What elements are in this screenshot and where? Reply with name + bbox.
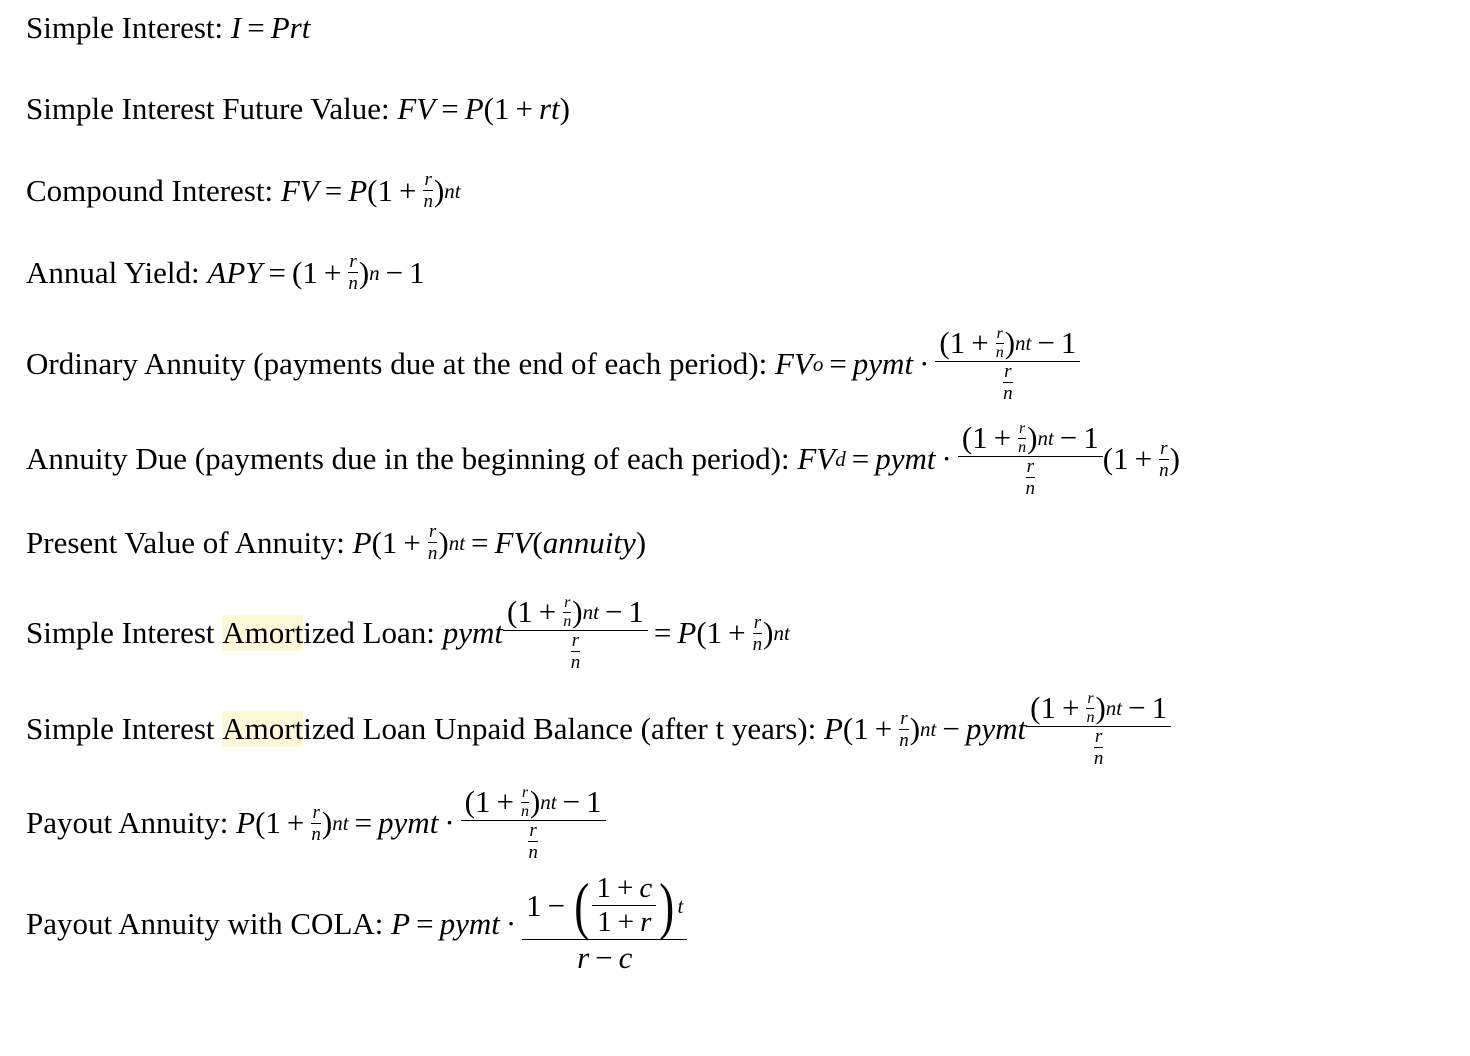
fraction: (1 + r n ) nt − 1 $\frac{r}{n}$ bbox=[503, 594, 648, 672]
formula-label: Annual Yield: bbox=[26, 254, 208, 290]
fraction: (1 + r n ) nt − 1 $\frac{r}{n}$ bbox=[1026, 690, 1171, 768]
formula-label-pre: Simple Interest bbox=[26, 711, 223, 747]
formula-payout-annuity-cola bbox=[26, 869, 687, 976]
formula-label: Annuity Due (payments due in the beginning of each period): bbox=[26, 441, 798, 477]
formula-amortized-unpaid-balance bbox=[26, 690, 1171, 768]
fraction: 1 − ( 1 + c 1 + r ) t r − c bbox=[522, 872, 687, 976]
formula-label-post: ized Loan: bbox=[303, 615, 443, 651]
formula-expression: P = pymt · 1 − ( 1 + c 1 + r ) t r − c bbox=[391, 872, 687, 976]
formula-label-post: ized Loan Unpaid Balance (after t years): bbox=[303, 711, 824, 747]
formula-label: Present Value of Annuity: bbox=[26, 524, 353, 560]
formula-expression: FV = P (1 + r n ) nt bbox=[280, 169, 461, 212]
formula-expression: P (1 + r n ) nt = pymt · (1 + r n ) nt − 1 $\frac{r}{n}$ bbox=[236, 784, 605, 862]
highlighted-text: Amort bbox=[222, 615, 304, 651]
formula-expression: P (1 + r n ) nt = FV ( annuity ) bbox=[352, 521, 647, 564]
formula-annuity-due bbox=[26, 420, 1180, 498]
formula-label: Simple Interest: bbox=[26, 10, 231, 45]
formula-expression: FV = P(1 + rt) bbox=[397, 91, 570, 126]
formula-expression: FV d = pymt · (1 + r n ) nt − 1 $\frac{r}{n}$ (1 + r n ) bbox=[797, 419, 1180, 500]
highlighted-text: Amort bbox=[222, 711, 304, 747]
fraction: (1 + r n ) nt − 1 $\frac{r}{n}$ bbox=[461, 784, 606, 862]
formula-simple-interest bbox=[26, 10, 310, 46]
formula-label: Payout Annuity with COLA: bbox=[26, 906, 392, 941]
formula-simple-interest-fv bbox=[26, 91, 570, 127]
formula-label-pre: Simple Interest bbox=[26, 615, 223, 651]
formula-label: Simple Interest Future Value: bbox=[26, 91, 398, 126]
formula-expression: pymt (1 + r n ) nt − 1 $\frac{r}{n}$ = P (1 + r n ) nt bbox=[442, 593, 790, 674]
formula-payout-annuity bbox=[26, 784, 606, 862]
formula-expression: FV o = pymt · (1 + r n ) nt − 1 $\frac{r}{n}$ bbox=[775, 325, 1080, 403]
formula-annual-yield bbox=[26, 252, 425, 293]
formula-label: Payout Annuity: bbox=[26, 805, 237, 841]
formula-expression: I = Prt bbox=[230, 10, 311, 45]
formula-expression: P (1 + r n ) nt − pymt (1 + r n ) nt − 1 $\frac{r}{n}$ bbox=[824, 690, 1171, 768]
formula-amortized-loan bbox=[26, 594, 790, 672]
formula-label: Ordinary Annuity (payments due at the end of each period): bbox=[26, 346, 775, 382]
formula-present-value-annuity bbox=[26, 522, 646, 563]
formula-ordinary-annuity bbox=[26, 325, 1080, 403]
fraction: (1 + r n ) nt − 1 $\frac{r}{n}$ bbox=[935, 325, 1080, 403]
fraction: (1 + r n ) nt − 1 $\frac{r}{n}$ bbox=[958, 420, 1103, 498]
formula-label: Compound Interest: bbox=[26, 172, 281, 208]
formula-expression: APY = (1 + r n ) n − 1 bbox=[207, 251, 425, 294]
formula-compound-interest bbox=[26, 170, 461, 211]
